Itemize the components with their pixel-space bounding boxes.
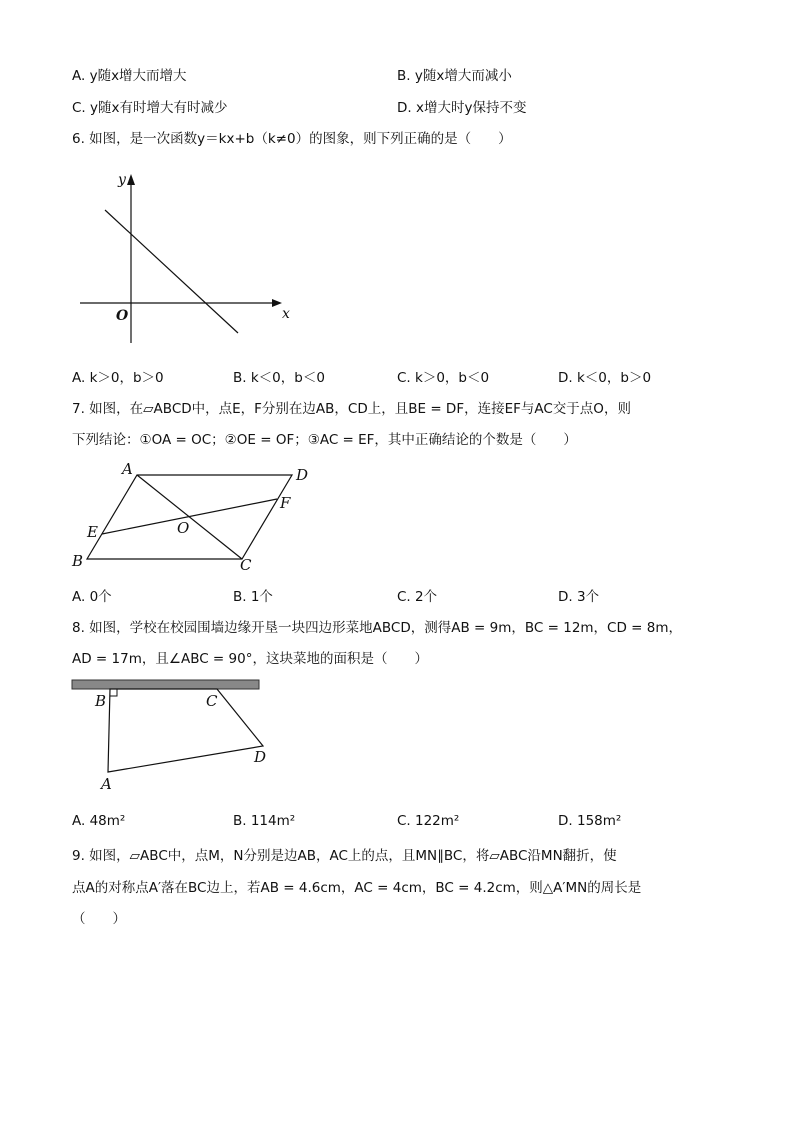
q6-label-origin: O [116, 308, 129, 324]
q6-y-arrow [127, 174, 135, 185]
q7-option-b: B. 1个 [233, 589, 273, 605]
q6-option-b: B. k＜0，b＜0 [233, 370, 325, 386]
q6-stem: 6. 如图，是一次函数y＝kx+b（k≠0）的图象，则下列正确的是（ ） [72, 131, 512, 147]
q9-stem-line1: 9. 如图，▱ABC中，点M，N分别是边AB，AC上的点，且MN∥BC，将▱ABC沿MN翻折，使 [72, 848, 617, 864]
q7-label-b: B [72, 552, 84, 570]
q6-graph-figure [70, 168, 300, 353]
q8-option-d: D. 158m² [558, 813, 622, 829]
q7-option-c: C. 2个 [397, 589, 438, 605]
q7-option-d: D. 3个 [558, 589, 600, 605]
q8-option-a: A. 48m² [72, 813, 126, 829]
q8-label-d: D [254, 748, 267, 766]
q5-option-d: D. x增大时y保持不变 [397, 100, 527, 116]
q8-label-c: C [206, 692, 218, 710]
q7-label-f: F [280, 494, 291, 512]
q6-option-a: A. k＞0，b＞0 [72, 370, 164, 386]
q7-option-a: A. 0个 [72, 589, 112, 605]
q8-right-angle-mark [110, 689, 117, 696]
q9-stem-line2: 点A的对称点A′落在BC边上，若AB = 4.6cm，AC = 4cm，BC = 4.2cm，则△A′MN的周长是 [72, 880, 642, 896]
q7-label-c: C [240, 556, 252, 574]
q8-label-b: B [95, 692, 107, 710]
q7-label-a: A [122, 460, 133, 478]
q8-wall [72, 680, 259, 689]
q6-x-arrow [272, 299, 282, 307]
q7-stem-line2: 下列结论：①OA = OC；②OE = OF；③AC = EF，其中正确结论的个数是（ ） [72, 432, 577, 448]
q6-label-y: y [118, 172, 126, 188]
q5-option-b: B. y随x增大而减小 [397, 68, 512, 84]
q6-label-x: x [282, 306, 290, 322]
q7-stem-line1: 7. 如图，在▱ABCD中，点E，F分别在边AB，CD上，且BE = DF，连接EF与AC交于点O，则 [72, 401, 631, 417]
q7-label-o: O [177, 519, 190, 537]
q7-segment-ef [102, 499, 277, 534]
q8-label-a: A [101, 775, 112, 793]
q5-option-a: A. y随x增大而增大 [72, 68, 187, 84]
q6-option-c: C. k＞0，b＜0 [397, 370, 490, 386]
q7-label-d: D [296, 466, 309, 484]
q8-option-c: C. 122m² [397, 813, 460, 829]
q9-stem-line3: （ ） [72, 911, 126, 927]
q8-stem-line2: AD = 17m，且∠ABC = 90°，这块菜地的面积是（ ） [72, 651, 428, 667]
q8-quadrilateral [108, 689, 263, 772]
q7-label-e: E [87, 523, 98, 541]
q5-option-c: C. y随x有时增大有时减少 [72, 100, 228, 116]
q8-garden-figure [70, 676, 270, 796]
q7-parallelogram-figure [70, 458, 320, 578]
q8-stem-line1: 8. 如图，学校在校园围墙边缘开垦一块四边形菜地ABCD，测得AB = 9m，BC = 12m，CD = 8m， [72, 620, 683, 636]
q6-option-d: D. k＜0，b＞0 [558, 370, 652, 386]
q8-option-b: B. 114m² [233, 813, 296, 829]
